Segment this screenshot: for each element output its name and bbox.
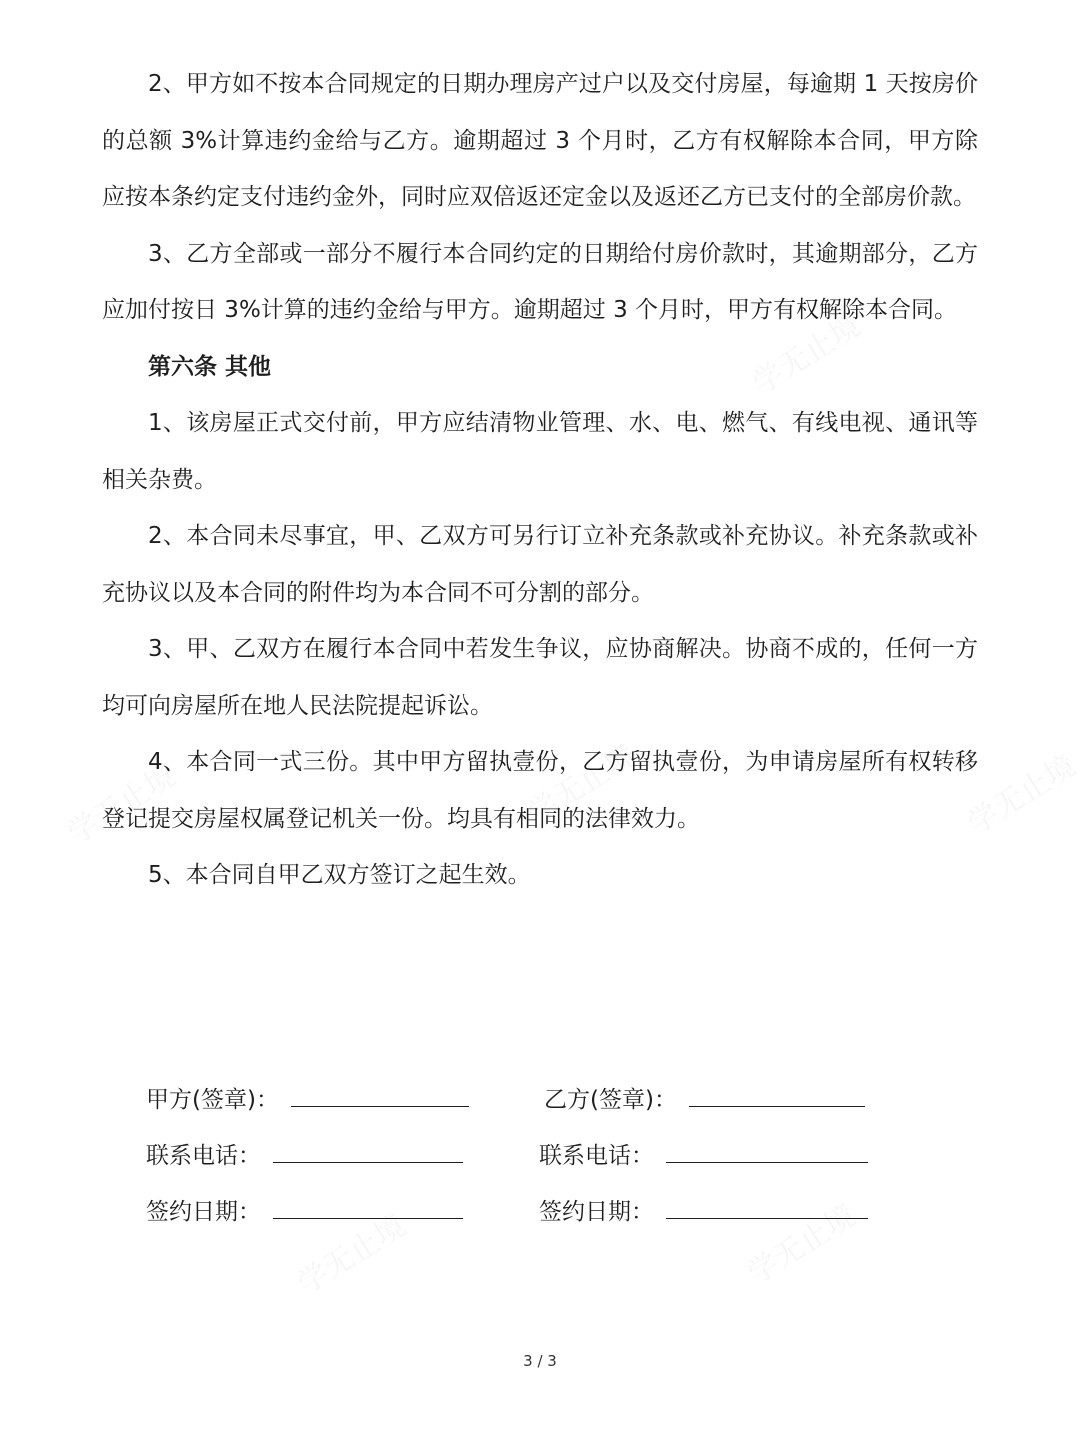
party-b-date-label: 签约日期： xyxy=(539,1199,654,1225)
section-item: 5、本合同自甲乙双方签订之起生效。 xyxy=(148,862,531,888)
party-a-date-label: 签约日期： xyxy=(146,1199,261,1225)
section-item: 2、本合同未尽事宜，甲、乙双方可另行订立补充条款或补充协议。补充条款或补充协议以及本合同的附件均为本合同不可分割的部分。 xyxy=(102,523,978,606)
party-a-sign-label: 甲方(签章)： xyxy=(146,1087,279,1113)
party-b-sign-field xyxy=(544,1072,865,1128)
page-number: 3 / 3 xyxy=(523,1352,557,1370)
section-item: 4、本合同一式三份。其中甲方留执壹份，乙方留执壹份，为申请房屋所有权转移登记提交房屋权属登记机关一份。均具有相同的法律效力。 xyxy=(102,749,978,832)
clause-paragraph: 3、乙方全部或一部分不履行本合同约定的日期给付房价款时，其逾期部分，乙方应加付按日 3%计算的违约金给与甲方。逾期超过 3 个月时，甲方有权解除本合同。 xyxy=(102,240,978,323)
party-a-phone-label: 联系电话： xyxy=(146,1143,261,1169)
signature-block xyxy=(146,1072,946,1240)
clause-paragraph: 2、甲方如不按本合同规定的日期办理房产过户以及交付房屋，每逾期 1 天按房价的总额 3%计算违约金给与乙方。逾期超过 3 个月时，乙方有权解除本合同，甲方除应按本条约定支付违约金外，同时应双倍返还定金以及返还乙方已支付的全部房价款。 xyxy=(102,71,978,210)
party-b-sign-line[interactable] xyxy=(689,1086,865,1107)
document-body xyxy=(102,56,978,904)
party-b-phone-line[interactable] xyxy=(666,1142,868,1163)
party-b-date-field xyxy=(539,1184,868,1240)
party-b-date-line[interactable] xyxy=(666,1198,868,1219)
party-a-sign-field xyxy=(146,1072,469,1128)
party-a-phone-field xyxy=(146,1128,463,1184)
section-item: 1、该房屋正式交付前，甲方应结清物业管理、水、电、燃气、有线电视、通讯等相关杂费。 xyxy=(102,410,978,493)
party-a-phone-line[interactable] xyxy=(273,1142,463,1163)
signature-row xyxy=(146,1128,946,1184)
party-b-phone-field xyxy=(539,1128,868,1184)
signature-row xyxy=(146,1072,946,1128)
signature-row xyxy=(146,1184,946,1240)
party-a-sign-line[interactable] xyxy=(291,1086,469,1107)
party-a-date-line[interactable] xyxy=(273,1198,463,1219)
party-b-phone-label: 联系电话： xyxy=(539,1143,654,1169)
party-a-date-field xyxy=(146,1184,463,1240)
section-item: 3、甲、乙双方在履行本合同中若发生争议，应协商解决。协商不成的，任何一方均可向房屋所在地人民法院提起诉讼。 xyxy=(102,636,978,719)
party-b-sign-label: 乙方(签章)： xyxy=(544,1087,677,1113)
section-heading: 第六条 其他 xyxy=(148,353,272,380)
